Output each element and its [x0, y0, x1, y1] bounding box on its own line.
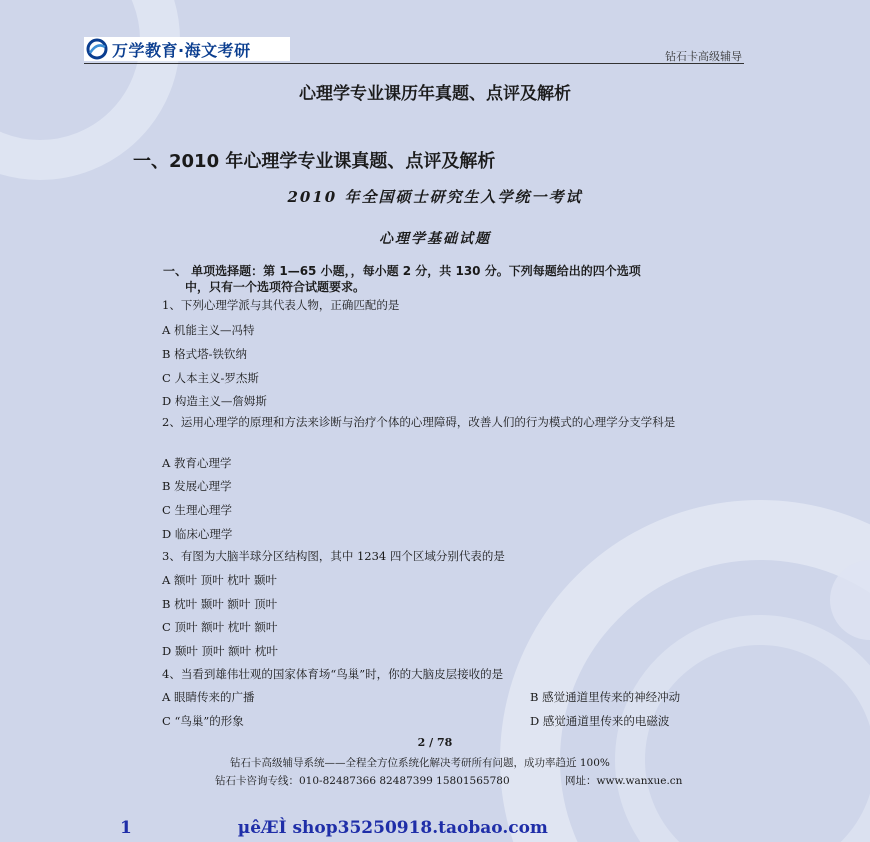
logo-swirl-icon: [86, 38, 108, 60]
shop-watermark: [120, 818, 548, 838]
question-1-stem: 1、下列心理学派与其代表人物，正确匹配的是: [162, 298, 400, 312]
question-2-option-d: D 临床心理学: [162, 527, 233, 541]
section-title: 一、2010 年心理学专业课真题、点评及解析: [133, 151, 496, 172]
question-2-stem: 2、运用心理学的原理和方法来诊断与治疗个体的心理障碍，改善人们的行为模式的心理学分支学科是: [162, 415, 676, 429]
instructions: [163, 263, 753, 295]
page-number: 2 / 78: [417, 736, 453, 749]
question-3-option-d: D 颞叶 顶叶 额叶 枕叶: [162, 644, 278, 658]
watermark-number: 1: [120, 818, 132, 838]
subject-title: 心理学基础试题: [379, 231, 491, 247]
footer-hotline: 钻石卡咨询专线：010-82487366 82487399 15801565780: [215, 775, 510, 787]
footer-contact: [215, 773, 682, 788]
header-divider: [84, 63, 744, 64]
question-1-option-a: A 机能主义—冯特: [162, 323, 255, 337]
header-right-text: 钻石卡高级辅导: [665, 50, 742, 63]
watermark-text: µêÆÌ shop35250918.taobao.com: [237, 818, 548, 838]
question-2-option-c: C 生理心理学: [162, 503, 232, 517]
question-2-option-a: A 教育心理学: [162, 456, 232, 470]
question-3-option-a: A 额叶 顶叶 枕叶 颞叶: [162, 573, 277, 587]
exam-title: 2010 年全国硕士研究生入学统一考试: [287, 188, 583, 206]
instructions-line-1: 一、 单项选择题：第 1—65 小题，，每小题 2 分，共 130 分。下列每题给出的四个选项: [163, 264, 641, 278]
question-4-stem: 4、当看到雄伟壮观的国家体育场“鸟巢”时，你的大脑皮层接收的是: [162, 667, 504, 681]
instructions-line-2: 中，只有一个选项符合试题要求。: [185, 280, 366, 294]
question-1-option-d: D 构造主义—詹姆斯: [162, 394, 267, 408]
question-2-option-b: B 发展心理学: [162, 479, 232, 493]
question-1-option-b: B 格式塔-铁钦纳: [162, 347, 247, 361]
footer-slogan: 钻石卡高级辅导系统——全程全方位系统化解决考研所有问题，成功率趋近 100%: [230, 757, 610, 769]
question-4-option-b: B 感觉通道里传来的神经冲动: [530, 690, 681, 704]
question-4-option-a: A 眼睛传来的广播: [162, 690, 255, 704]
question-3-option-b: B 枕叶 颞叶 额叶 顶叶: [162, 597, 278, 611]
question-3-stem: 3、有图为大脑半球分区结构图，其中 1234 四个区域分别代表的是: [162, 549, 505, 563]
question-4-option-c: C “鸟巢”的形象: [162, 714, 244, 728]
question-3-option-c: C 顶叶 额叶 枕叶 额叶: [162, 620, 278, 634]
document-title: 心理学专业课历年真题、点评及解析: [299, 84, 571, 104]
question-1-option-c: C 人本主义-罗杰斯: [162, 371, 259, 385]
logo: [84, 37, 290, 61]
logo-text: 万学教育·海文考研: [112, 40, 251, 60]
question-4-option-d: D 感觉通道里传来的电磁波: [530, 714, 670, 728]
footer-website: 网址：www.wanxue.cn: [564, 775, 683, 787]
